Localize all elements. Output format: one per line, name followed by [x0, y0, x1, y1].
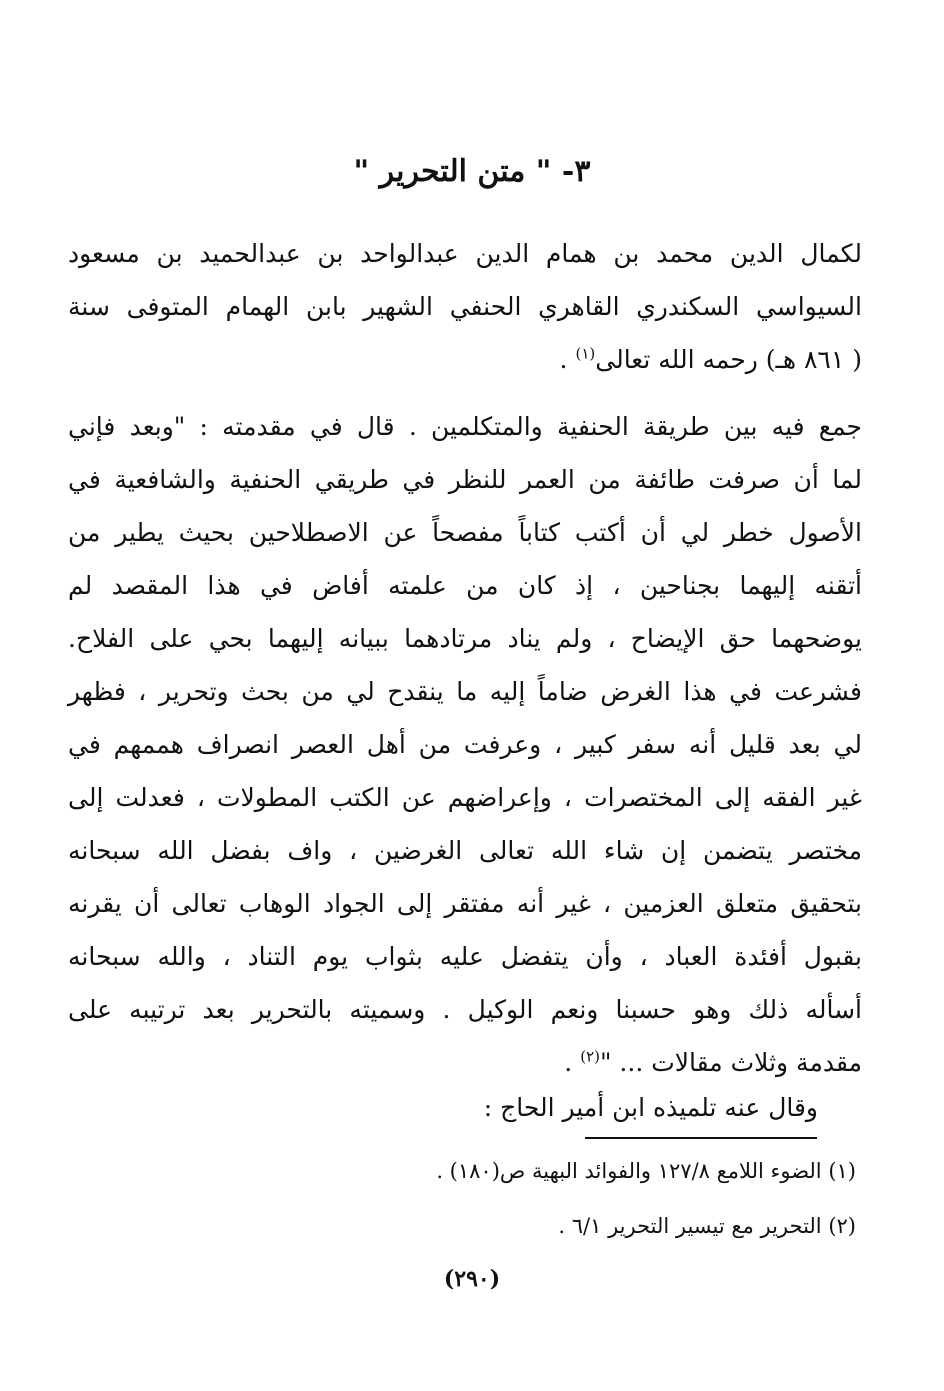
- body-line-2: لما أن صرفت طائفة من العمر للنظر في طريقي الحنفية والشافعية في: [68, 465, 862, 494]
- intro-line-3-text: ( ٨٦١ هـ) رحمه الله تعالى: [595, 345, 862, 374]
- body-line-5: يوضحهما حق الإيضاح ، ولم يناد مرتادهما ببيانه إليهما بحي على الفلاح.: [68, 624, 862, 653]
- intro-line-end: .: [559, 345, 568, 374]
- intro-line-3: [68, 333, 862, 386]
- intro-line-1: لكمال الدين محمد بن همام الدين عبدالواحد بن عبدالحميد بن مسعود: [68, 239, 862, 268]
- body-line-13-text: مقدمة وثلاث مقالات ... ": [599, 1048, 862, 1077]
- intro-paragraph: [68, 227, 862, 386]
- body-line-11: بقبول أفئدة العباد ، وأن يتفضل عليه بثواب يوم التناد ، والله سبحانه: [68, 942, 862, 971]
- body-line-4: أتقنه إليهما بجناحين ، إذ كان من علمته أفاض في هذا المقصد لم: [68, 571, 862, 600]
- body-line-10: بتحقيق متعلق العزمين ، غير أنه مفتقر إلى الجواد الوهاب تعالى أن يقرنه: [68, 889, 862, 918]
- body-line-7: لي بعد قليل أنه سفر كبير ، وعرفت من أهل العصر انصراف هممهم في: [68, 730, 862, 759]
- section-heading: ٣- " متن التحرير ": [353, 154, 591, 189]
- body-line-8: غير الفقه إلى المختصرات ، وإعراضهم عن الكتب المطولات ، فعدلت إلى: [68, 783, 862, 812]
- footnote-1: (١) الضوء اللامع ١٢٧/٨ والفوائد البهية ص(١٨٠) .: [436, 1159, 856, 1183]
- body-line-1: جمع فيه بين طريقة الحنفية والمتكلمين . قال في مقدمته : "وبعد فإني: [68, 412, 862, 441]
- footnote-separator: [585, 1137, 817, 1139]
- body-line-12: أسأله ذلك وهو حسبنا ونعم الوكيل . وسميته بالتحرير بعد ترتيبه على: [68, 995, 862, 1024]
- quote-paragraph: [68, 400, 862, 1089]
- footnote-2: (٢) التحرير مع تيسير التحرير ٦/١ .: [558, 1214, 856, 1238]
- page-number: (٢٩٠): [443, 1266, 501, 1292]
- closing-line: وقال عنه تلميذه ابن أمير الحاج :: [483, 1093, 818, 1122]
- footnote-marker-2: (٢): [580, 1047, 600, 1066]
- footnote-marker-1: (١): [575, 344, 596, 363]
- body-line-end: .: [564, 1048, 573, 1077]
- body-line-9: مختصر يتضمن إن شاء الله تعالى الغرضين ، واف بفضل الله سبحانه: [68, 836, 862, 865]
- body-line-13: [68, 1036, 862, 1089]
- intro-line-2: السيواسي السكندري القاهري الحنفي الشهير بابن الهمام المتوفى سنة: [68, 292, 862, 321]
- body-line-6: فشرعت في هذا الغرض ضاماً إليه ما ينقدح لي من بحث وتحرير ، فظهر: [68, 677, 862, 706]
- body-line-3: الأصول خطر لي أن أكتب كتاباً مفصحاً عن الاصطلاحين بحيث يطير من: [68, 518, 862, 547]
